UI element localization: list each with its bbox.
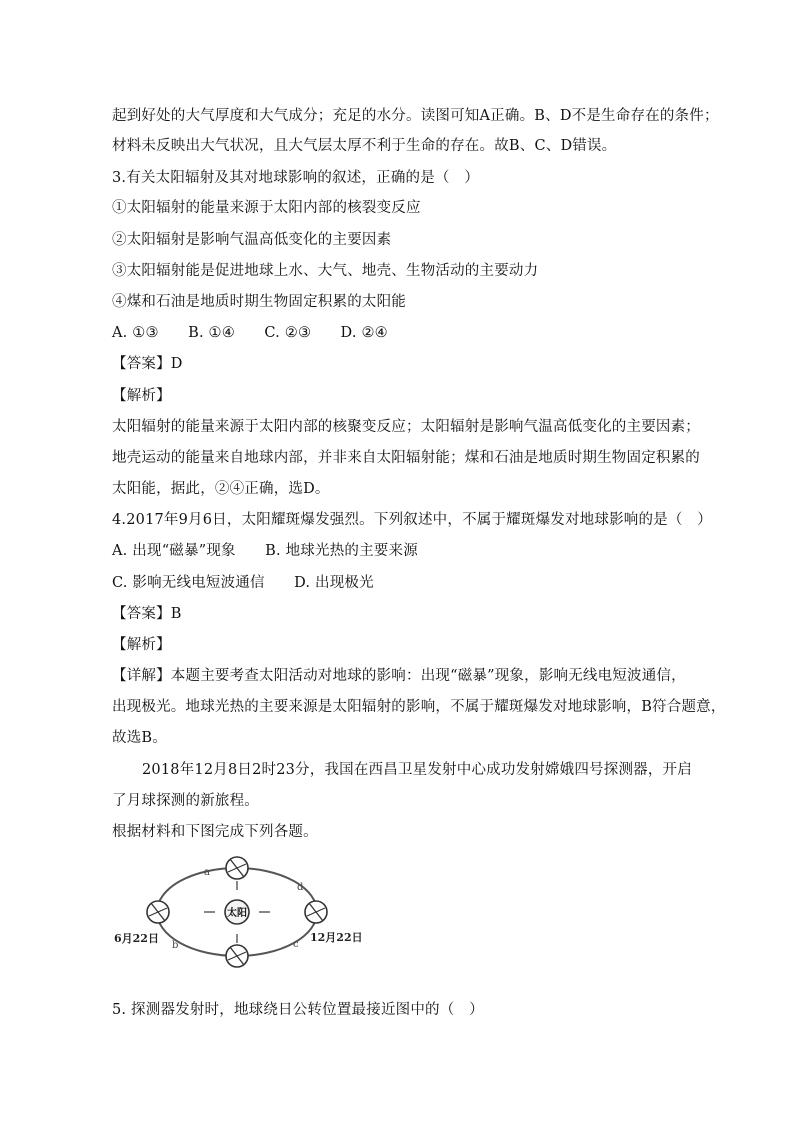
material-line: 2018年12月8日2时23分，我国在西昌卫星发射中心成功发射嫦娥四号探测器，开启 bbox=[142, 762, 692, 778]
analysis-line: 太阳辐射的能量来源于太阳内部的核聚变反应；太阳辐射是影响气温高低变化的主要因素； bbox=[112, 419, 700, 435]
orbit-label-a: a bbox=[204, 867, 210, 878]
question-3-options: A. ①③ B. ①④ C. ②③ D. ②④ bbox=[112, 325, 388, 341]
paragraph-line: 材料未反映出大气状况，且大气层太厚不利于生命的存在。故B、C、D错误。 bbox=[112, 138, 617, 154]
earth-icon bbox=[305, 901, 327, 923]
explanation-line: 故选B。 bbox=[112, 730, 167, 746]
question-3-stem: 3.有关太阳辐射及其对地球影响的叙述，正确的是（ ） bbox=[112, 170, 480, 186]
date-label-december: 12月22日 bbox=[310, 931, 363, 944]
question-4-stem: 4.2017年9月6日，太阳耀斑爆发强烈。下列叙述中，不属于耀斑爆发对地球影响的是（ ） bbox=[112, 512, 712, 528]
paragraph-line: 起到好处的大气厚度和大气成分；充足的水分。读图可知A正确。B、D不是生命存在的条件； bbox=[112, 108, 719, 124]
orbit-label-c: c bbox=[293, 939, 299, 950]
earth-icon bbox=[147, 901, 169, 923]
orbit-label-d: d bbox=[297, 882, 304, 893]
statement-2: ②太阳辐射是影响气温高低变化的主要因素 bbox=[112, 232, 392, 248]
statement-1: ①太阳辐射的能量来源于太阳内部的核裂变反应 bbox=[112, 200, 421, 216]
instruction-line: 根据材料和下图完成下列各题。 bbox=[112, 824, 318, 840]
analysis-line: 太阳能，据此，②④正确，选D。 bbox=[112, 481, 330, 497]
statement-3: ③太阳辐射能是促进地球上水、大气、地壳、生物活动的主要动力 bbox=[112, 263, 539, 279]
explanation-line: 【详解】本题主要考查太阳活动对地球的影响：出现“磁暴”现象，影响无线电短波通信， bbox=[112, 668, 686, 684]
question-5-stem: 5. 探测器发射时，地球绕日公转位置最接近图中的（ ） bbox=[112, 1002, 484, 1018]
sun-label: 太阳 bbox=[227, 908, 247, 919]
statement-4: ④煤和石油是地质时期生物固定积累的太阳能 bbox=[112, 294, 406, 310]
answer-4: 【答案】B bbox=[112, 606, 182, 622]
question-4-options-cd: C. 影响无线电短波通信 D. 出现极光 bbox=[112, 575, 374, 591]
analysis-heading-3: 【解析】 bbox=[112, 388, 171, 404]
earth-icon bbox=[226, 857, 248, 879]
question-4-options-ab: A. 出现“磁暴”现象 B. 地球光热的主要来源 bbox=[112, 543, 418, 559]
date-label-june: 6月22日 bbox=[114, 932, 159, 945]
analysis-heading-4: 【解析】 bbox=[112, 637, 171, 653]
orbit-label-b: b bbox=[172, 940, 179, 951]
earth-orbit-diagram bbox=[112, 848, 382, 978]
analysis-line: 地壳运动的能量来自地球内部，并非来自太阳辐射能；煤和石油是地质时期生物固定积累的 bbox=[112, 450, 700, 466]
earth-icon bbox=[226, 945, 248, 967]
sun-icon bbox=[225, 900, 249, 924]
answer-3: 【答案】D bbox=[112, 356, 183, 372]
material-line: 了月球探测的新旅程。 bbox=[112, 793, 259, 809]
explanation-line: 出现极光。地球光热的主要来源是太阳辐射的影响，不属于耀斑爆发对地球影响，B符合题意， bbox=[112, 699, 726, 715]
